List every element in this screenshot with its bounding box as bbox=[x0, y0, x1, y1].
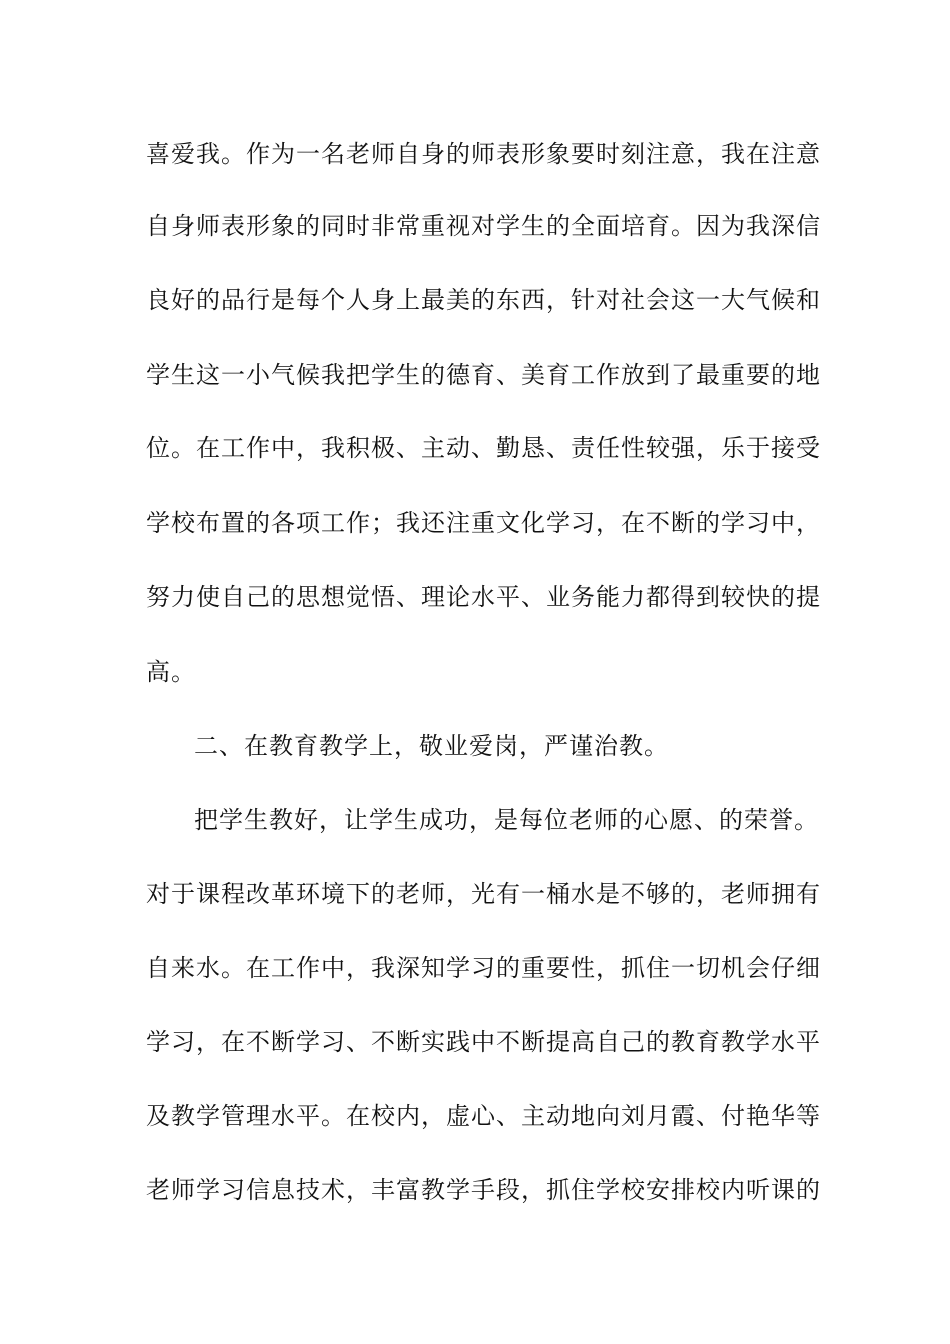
text-line: 学习，在不断学习、不断实践中不断提高自己的教育教学水平 bbox=[146, 1028, 821, 1056]
section-heading: 二、在教育教学上，敬业爱岗，严谨治教。 bbox=[194, 732, 669, 760]
text-line: 及教学管理水平。在校内，虚心、主动地向刘月霞、付艳华等 bbox=[146, 1102, 821, 1130]
paragraph-first-line: 把学生教好，让学生成功，是每位老师的心愿、的荣誉。 bbox=[194, 806, 819, 834]
text-line: 位。在工作中，我积极、主动、勤恳、责任性较强，乐于接受 bbox=[146, 434, 821, 462]
text-line: 对于课程改革环境下的老师，光有一桶水是不够的，老师拥有 bbox=[146, 880, 821, 908]
text-line: 学生这一小气候我把学生的德育、美育工作放到了最重要的地 bbox=[146, 361, 821, 389]
text-line: 努力使自己的思想觉悟、理论水平、业务能力都得到较快的提 bbox=[146, 583, 821, 611]
text-line: 高。 bbox=[146, 658, 196, 686]
text-line: 自来水。在工作中，我深知学习的重要性，抓住一切机会仔细 bbox=[146, 954, 821, 982]
text-line: 良好的品行是每个人身上最美的东西，针对社会这一大气候和 bbox=[146, 286, 821, 314]
text-line: 学校布置的各项工作；我还注重文化学习，在不断的学习中， bbox=[146, 509, 821, 537]
text-line: 自身师表形象的同时非常重视对学生的全面培育。因为我深信 bbox=[146, 212, 821, 240]
text-line: 喜爱我。作为一名老师自身的师表形象要时刻注意，我在注意 bbox=[146, 140, 821, 168]
text-line: 老师学习信息技术，丰富教学手段，抓住学校安排校内听课的 bbox=[146, 1176, 821, 1204]
